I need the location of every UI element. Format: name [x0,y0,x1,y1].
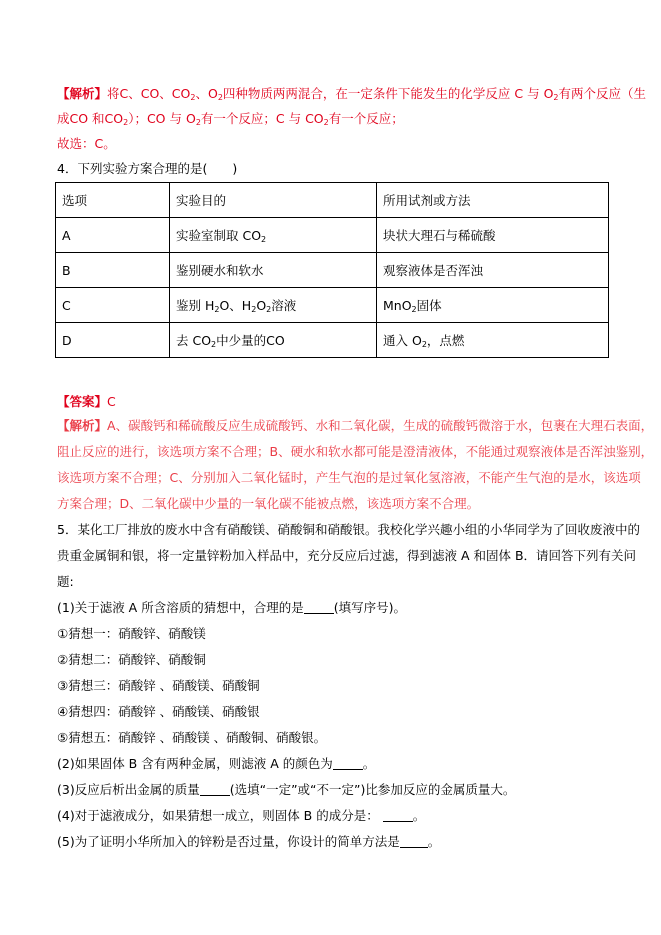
text-span: 实验室制取 CO [176,228,262,243]
q4-analysis-line-2: 阻止反应的进行，该选项方案不合理；B、硬水和软水都可能是澄清液体，不能通过观察液体是否浑浊鉴别， [57,444,654,459]
cell-purpose [170,288,377,323]
q5-part-2 [57,756,375,772]
text-span: 鉴别 H [176,298,215,313]
subscript: 2 [251,305,257,314]
subscript: 2 [261,235,267,244]
text-span: (5)为了证明小华所加入的锌粉是否过量，你设计的简单方法是 [57,834,400,849]
text-span: (2)如果固体 B 含有两种金属，则滤液 A 的颜色为 [57,756,333,771]
q5-stem-line-3: 题: [57,574,74,589]
guess-3: ③猜想三：硝酸锌 、硝酸镁、硝酸铜 [57,678,260,693]
text-span: ）；CO 与 O [128,111,196,126]
answer-blank[interactable] [400,835,428,848]
subscript: 2 [190,93,196,102]
answer-label: 【答案】 [57,394,108,409]
q4-analysis-line-1 [57,418,653,434]
text-span: 有一个反应；C 与 CO [200,111,324,126]
text-span: 四种物质两两混合，在一定条件下能发生的化学反应 C 与 O [222,86,554,101]
subscript: 2 [217,93,223,102]
cell-purpose [170,323,377,358]
text-span: O、H [219,298,252,313]
header-method: 所用试剂或方法 [377,183,609,218]
answer-blank[interactable] [333,757,363,770]
q4-analysis-line-4: 方案合理；D、二氧化碳中少量的一氧化碳不能被点燃，该选项方案不合理。 [57,496,480,511]
answer-value: C [107,394,116,409]
text-span: (4)对于滤液成分，如果猜想一成立，则固体 B 的成分是： [57,808,379,823]
cell-method [377,288,609,323]
text-span: 、O [195,86,218,101]
guess-1: ①猜想一：硝酸锌、硝酸镁 [57,626,206,641]
text-span: 去 CO [176,333,212,348]
q5-part-1 [57,600,406,616]
table-row [56,288,609,323]
subscript: 2 [123,118,129,127]
text-span: 。 [362,756,376,771]
subscript: 2 [421,340,427,349]
cell-option: B [56,253,170,288]
text-span: (3)反应后析出金属的质量 [57,782,200,797]
cell-option: A [56,218,170,253]
q5-part-5 [57,834,440,850]
q3-conclusion: 故选：C。 [57,136,116,151]
text-span: ，点燃 [426,333,465,348]
q4-answer [57,394,116,410]
table-row [56,323,609,358]
table-header-row [56,183,609,218]
text-span: O [256,298,267,313]
answer-blank[interactable] [383,809,413,822]
subscript: 2 [195,118,201,127]
text-span: 固体 [416,298,442,313]
text-span: 有两个反应（生 [558,86,647,101]
text-span: 通入 O [383,333,422,348]
q3-analysis-line-1 [57,86,646,102]
text-span: (1)关于滤液 A 所含溶质的猜想中，合理的是 [57,600,304,615]
cell-method [377,323,609,358]
cell-option: D [56,323,170,358]
text-span: A、碳酸钙和稀硫酸反应生成硫酸钙、水和二氧化碳，生成的硫酸钙微溶于水，包裹在大理石表面， [107,418,654,433]
text-span: 。 [412,808,426,823]
q5-stem-line-2: 贵重金属铜和银，将一定量锌粉加入样品中，充分反应后过滤，得到滤液 A 和固体 B．请回答下列有关问 [57,548,637,563]
subscript: 2 [553,93,559,102]
cell-purpose [170,218,377,253]
analysis-label: 【解析】 [57,418,108,433]
cell-purpose: 鉴别硬水和软水 [170,253,377,288]
header-purpose: 实验目的 [170,183,377,218]
subscript: 2 [411,305,417,314]
subscript: 2 [214,305,220,314]
analysis-label: 【解析】 [57,86,108,101]
q4-options-table [55,182,609,358]
text-span: (填写序号)。 [333,600,406,615]
text-span: 有一个反应； [328,111,404,126]
guess-2: ②猜想二：硝酸锌、硝酸铜 [57,652,206,667]
cell-option: C [56,288,170,323]
subscript: 2 [323,118,329,127]
q4-analysis-line-3: 该选项方案不合理；C、分别加入二氧化锰时，产生气泡的是过氧化氢溶液，不能产生气泡的是水，该选项 [57,470,641,485]
guess-5: ⑤猜想五：硝酸锌 、硝酸镁 、硝酸铜、硝酸银。 [57,730,327,745]
subscript: 2 [266,305,272,314]
text-span: 成CO 和CO [57,111,124,126]
q3-analysis-line-2 [57,111,404,127]
header-option: 选项 [56,183,170,218]
text-span: 。 [427,834,441,849]
q5-stem-line-1: 5．某化工厂排放的废水中含有硝酸镁、硝酸铜和硝酸银。我校化学兴趣小组的小华同学为了回收废液中的 [57,522,640,537]
answer-blank[interactable] [200,783,230,796]
subscript: 2 [211,340,217,349]
text-span: 溶液 [271,298,297,313]
cell-method: 块状大理石与稀硫酸 [377,218,609,253]
table-row [56,253,609,288]
text-span: MnO [383,298,412,313]
q5-part-3 [57,782,515,798]
text-span: (选填“一定”或“不一定”)比参加反应的金属质量大。 [229,782,516,797]
answer-blank[interactable] [304,601,334,614]
q4-stem: 4．下列实验方案合理的是( ) [57,161,238,176]
table-row [56,218,609,253]
text-span: 中少量的CO [216,333,285,348]
guess-4: ④猜想四：硝酸锌 、硝酸镁、硝酸银 [57,704,260,719]
text-span: 将C、CO、CO [107,86,191,101]
cell-method: 观察液体是否浑浊 [377,253,609,288]
q5-part-4 [57,808,425,824]
